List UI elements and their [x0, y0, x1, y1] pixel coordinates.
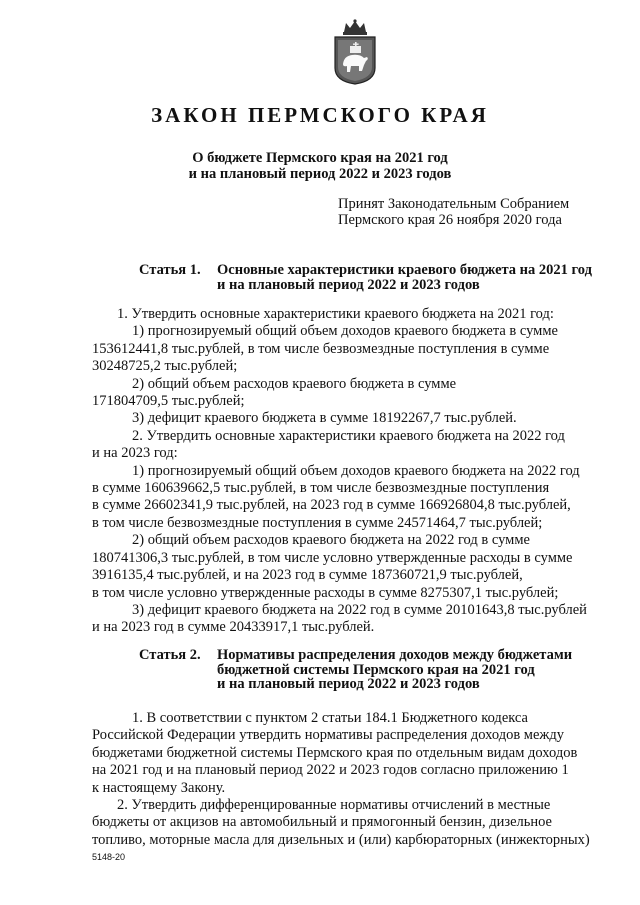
- paragraph-line: 2) общий объем расходов краевого бюджета на 2022 год в сумме: [132, 532, 530, 549]
- article-title-line: и на плановый период 2022 и 2023 годов: [217, 276, 480, 293]
- paragraph-line: к настоящему Закону.: [92, 779, 226, 796]
- paragraph-line: 1) прогнозируемый общий объем доходов краевого бюджета на 2022 год: [132, 462, 580, 479]
- paragraph-line: 3) дефицит краевого бюджета на 2022 год в сумме 20101643,8 тыс.рублей: [132, 601, 587, 618]
- subtitle-line: и на плановый период 2022 и 2023 годов: [188, 166, 452, 182]
- paragraph-line: и на 2023 год:: [92, 445, 178, 462]
- article-title-line: бюджетной системы Пермского края на 2021 год: [217, 661, 535, 678]
- paragraph-line: 180741306,3 тыс.рублей, в том числе условно утвержденные расходы в сумме: [92, 549, 573, 566]
- paragraph-line: 1. Утвердить основные характеристики краевого бюджета на 2021 год:: [117, 306, 554, 322]
- document-title: ЗАКОН ПЕРМСКОГО КРАЯ: [151, 103, 489, 127]
- paragraph-line: топливо, моторные масла для дизельных и (или) карбюраторных (инжекторных): [92, 831, 590, 848]
- paragraph-line: 171804709,5 тыс.рублей;: [92, 393, 245, 410]
- paragraph-line: 30248725,2 тыс.рублей;: [92, 358, 238, 375]
- paragraph-line: 2. Утвердить дифференцированные нормативы отчислений в местные: [117, 797, 551, 814]
- article-title-line: Основные характеристики краевого бюджета на 2021 год: [217, 262, 592, 278]
- article-1-heading: [139, 263, 619, 295]
- paragraph-line: 3) дефицит краевого бюджета в сумме 18192267,7 тыс.рублей.: [132, 410, 517, 427]
- paragraph-line: 3916135,4 тыс.рублей, и на 2023 год в сумме 187360721,9 тыс.рублей,: [92, 567, 523, 584]
- paragraph-line: в том числе условно утвержденные расходы в сумме 8275307,1 тыс.рублей;: [92, 584, 559, 601]
- adoption-line: Принят Законодательным Собранием: [338, 196, 570, 212]
- paragraph-line: в том числе безвозмездные поступления в сумме 24571464,7 тыс.рублей;: [92, 514, 543, 531]
- paragraph-line: в сумме 26602341,9 тыс.рублей, на 2023 год в сумме 166926804,8 тыс.рублей,: [92, 497, 571, 514]
- article-number: Статья 2.: [139, 647, 201, 663]
- paragraph-line: 153612441,8 тыс.рублей, в том числе безвозмездные поступления в сумме: [92, 340, 550, 357]
- article-title: [217, 648, 572, 692]
- adoption-note: [338, 196, 569, 228]
- document-code: 5148-20: [92, 852, 126, 862]
- subtitle-line: О бюджете Пермского края на 2021 год: [192, 150, 448, 166]
- paragraph-line: бюджеты от акцизов на автомобильный и прямогонный бензин, дизельное: [92, 814, 552, 831]
- article-number: Статья 1.: [139, 262, 201, 278]
- paragraph-line: Российской Федерации утвердить нормативы распределения доходов между: [92, 727, 565, 744]
- article-2-heading: [139, 648, 619, 694]
- text-fragment: 1) прогнозируемый общий объем доходов краевого бюджета в сумме: [132, 323, 558, 340]
- article-1-body: [92, 306, 613, 637]
- paragraph-line: 1. В соответствии с пунктом 2 статьи 184.1 Бюджетного кодекса: [132, 710, 528, 726]
- article-title-line: и на плановый период 2022 и 2023 годов: [217, 676, 480, 692]
- paragraph-line: и на 2023 год в сумме 20433917,1 тыс.рублей.: [92, 619, 375, 636]
- paragraph-line: 2) общий объем расходов краевого бюджета в сумме: [132, 375, 457, 392]
- paragraph-line: [92, 323, 613, 340]
- article-title-line: Нормативы распределения доходов между бюджетами: [217, 647, 573, 663]
- paragraph-line: бюджетами бюджетной системы Пермского края по отдельным видам доходов: [92, 744, 578, 761]
- paragraph-line: 2. Утвердить основные характеристики краевого бюджета на 2022 год: [132, 427, 565, 444]
- article-title: [217, 263, 592, 292]
- adoption-line: Пермского края 26 ноября 2020 года: [338, 212, 562, 228]
- paragraph-line: на 2021 год и на плановый период 2022 и 2023 годов согласно приложению 1: [92, 762, 569, 779]
- article-2-body: [92, 710, 613, 849]
- paragraph-line: в сумме 160639662,5 тыс.рублей, в том числе безвозмездные поступления: [92, 480, 550, 497]
- coat-of-arms-emblem: [330, 18, 380, 86]
- document-subtitle: [0, 150, 640, 182]
